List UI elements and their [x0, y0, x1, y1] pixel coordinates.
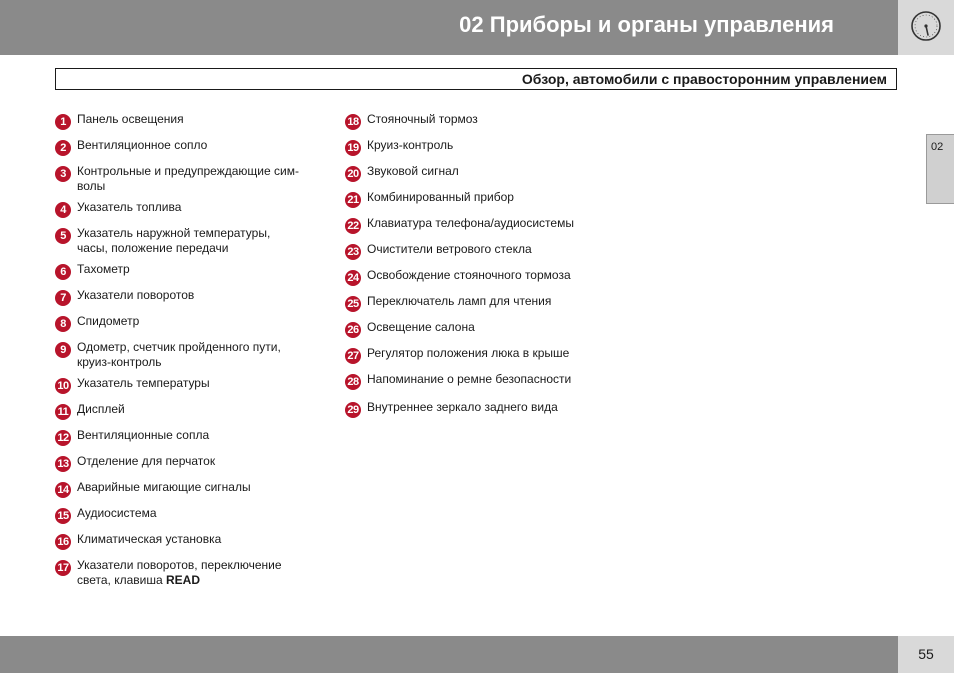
- item-number-badge: 2: [55, 140, 71, 156]
- item-text: Круиз-контроль: [367, 138, 454, 152]
- chapter-title: 02 Приборы и органы управления: [459, 12, 834, 37]
- item-text: Указатель температуры: [77, 376, 210, 390]
- item-number-badge: 3: [55, 166, 71, 182]
- item-label: [77, 262, 325, 277]
- item-label: [367, 164, 615, 179]
- item-text: Панель освещения: [77, 112, 184, 126]
- item-text: Контрольные и предупреждающие сим- волы: [77, 164, 299, 193]
- item-number-badge: 21: [345, 192, 361, 208]
- page-number: 55: [918, 646, 934, 662]
- item-label: [77, 506, 325, 521]
- item-number-badge: 13: [55, 456, 71, 472]
- item-text: Вентиляционное сопло: [77, 138, 208, 152]
- item-label: [367, 320, 615, 335]
- section-title-box: [55, 68, 897, 90]
- item-text: Клавиатура телефона/аудиосистемы: [367, 216, 574, 230]
- item-text: Стояночный тормоз: [367, 112, 478, 126]
- item-number-badge: 9: [55, 342, 71, 358]
- item-label: [77, 402, 325, 417]
- item-text: Указатели поворотов: [77, 288, 195, 302]
- page-number-box: [898, 636, 954, 673]
- item-text: Переключатель ламп для чтения: [367, 294, 552, 308]
- item-number-badge: 22: [345, 218, 361, 234]
- item-label: [367, 190, 615, 205]
- item-number-badge: 7: [55, 290, 71, 306]
- item-text: Вентиляционные сопла: [77, 428, 210, 442]
- item-label: [77, 340, 325, 370]
- item-number-badge: 27: [345, 348, 361, 364]
- item-text: Напоминание о ремне безопасности: [367, 372, 572, 386]
- item-text: Освобождение стояночного тормоза: [367, 268, 571, 282]
- item-number-badge: 6: [55, 264, 71, 280]
- item-text: Регулятор положения люка в крыше: [367, 346, 570, 360]
- header-bar: [0, 0, 898, 55]
- item-text: Одометр, счетчик пройденного пути, круиз-контроль: [77, 340, 281, 369]
- item-number-badge: 25: [345, 296, 361, 312]
- item-number-badge: 29: [345, 402, 361, 418]
- item-number-badge: 12: [55, 430, 71, 446]
- item-number-badge: 20: [345, 166, 361, 182]
- item-key-label: READ: [166, 573, 201, 587]
- item-number-badge: 28: [345, 374, 361, 390]
- item-text: Указатель наружной температуры, часы, положение передачи: [77, 226, 271, 255]
- item-label: [77, 558, 325, 588]
- item-label: [367, 112, 615, 127]
- item-number-badge: 1: [55, 114, 71, 130]
- item-text: Отделение для перчаток: [77, 454, 216, 468]
- item-text: Указатель топлива: [77, 200, 182, 214]
- item-text: Звуковой сигнал: [367, 164, 459, 178]
- item-number-badge: 15: [55, 508, 71, 524]
- item-text: Климатическая установка: [77, 532, 222, 546]
- item-label: [367, 242, 615, 257]
- item-text: Аварийные мигающие сигналы: [77, 480, 251, 494]
- item-label: [77, 428, 325, 443]
- speedometer-icon: [910, 10, 942, 42]
- item-label: [367, 346, 615, 361]
- item-label: [77, 480, 325, 495]
- item-number-badge: 19: [345, 140, 361, 156]
- side-tab-label: 02: [931, 141, 944, 153]
- item-label: [77, 532, 325, 547]
- item-text: Внутреннее зеркало заднего вида: [367, 400, 558, 414]
- item-number-badge: 14: [55, 482, 71, 498]
- item-label: [77, 314, 325, 329]
- item-text: Освещение салона: [367, 320, 475, 334]
- item-number-badge: 24: [345, 270, 361, 286]
- item-number-badge: 5: [55, 228, 71, 244]
- item-label: [367, 216, 615, 231]
- item-number-badge: 11: [55, 404, 71, 420]
- item-number-badge: 26: [345, 322, 361, 338]
- item-label: [77, 226, 325, 256]
- item-label: [367, 400, 615, 415]
- item-text: Тахометр: [77, 262, 130, 276]
- item-number-badge: 8: [55, 316, 71, 332]
- item-label: [367, 294, 615, 309]
- item-label: [77, 138, 325, 153]
- item-number-badge: 17: [55, 560, 71, 576]
- footer-bar: [0, 636, 898, 673]
- item-number-badge: 16: [55, 534, 71, 550]
- item-label: [367, 138, 615, 153]
- item-text: Указатели поворотов, переключение света, клавиша: [77, 558, 282, 587]
- chapter-side-tab[interactable]: [926, 134, 954, 204]
- item-text: Дисплей: [77, 402, 125, 416]
- item-text: Аудиосистема: [77, 506, 157, 520]
- item-label: [77, 376, 325, 391]
- item-text: Очистители ветрового стекла: [367, 242, 532, 256]
- item-label: [367, 372, 615, 387]
- item-text: Спидометр: [77, 314, 140, 328]
- item-label: [77, 200, 325, 215]
- item-label: [367, 268, 615, 283]
- item-text: Комбинированный прибор: [367, 190, 514, 204]
- section-title: Обзор, автомобили с правосторонним управлением: [521, 71, 887, 87]
- item-number-badge: 10: [55, 378, 71, 394]
- chapter-icon-box: [898, 0, 954, 55]
- item-label: [77, 454, 325, 469]
- item-label: [77, 288, 325, 303]
- item-number-badge: 18: [345, 114, 361, 130]
- item-number-badge: 23: [345, 244, 361, 260]
- item-label: [77, 112, 325, 127]
- item-number-badge: 4: [55, 202, 71, 218]
- item-label: [77, 164, 325, 194]
